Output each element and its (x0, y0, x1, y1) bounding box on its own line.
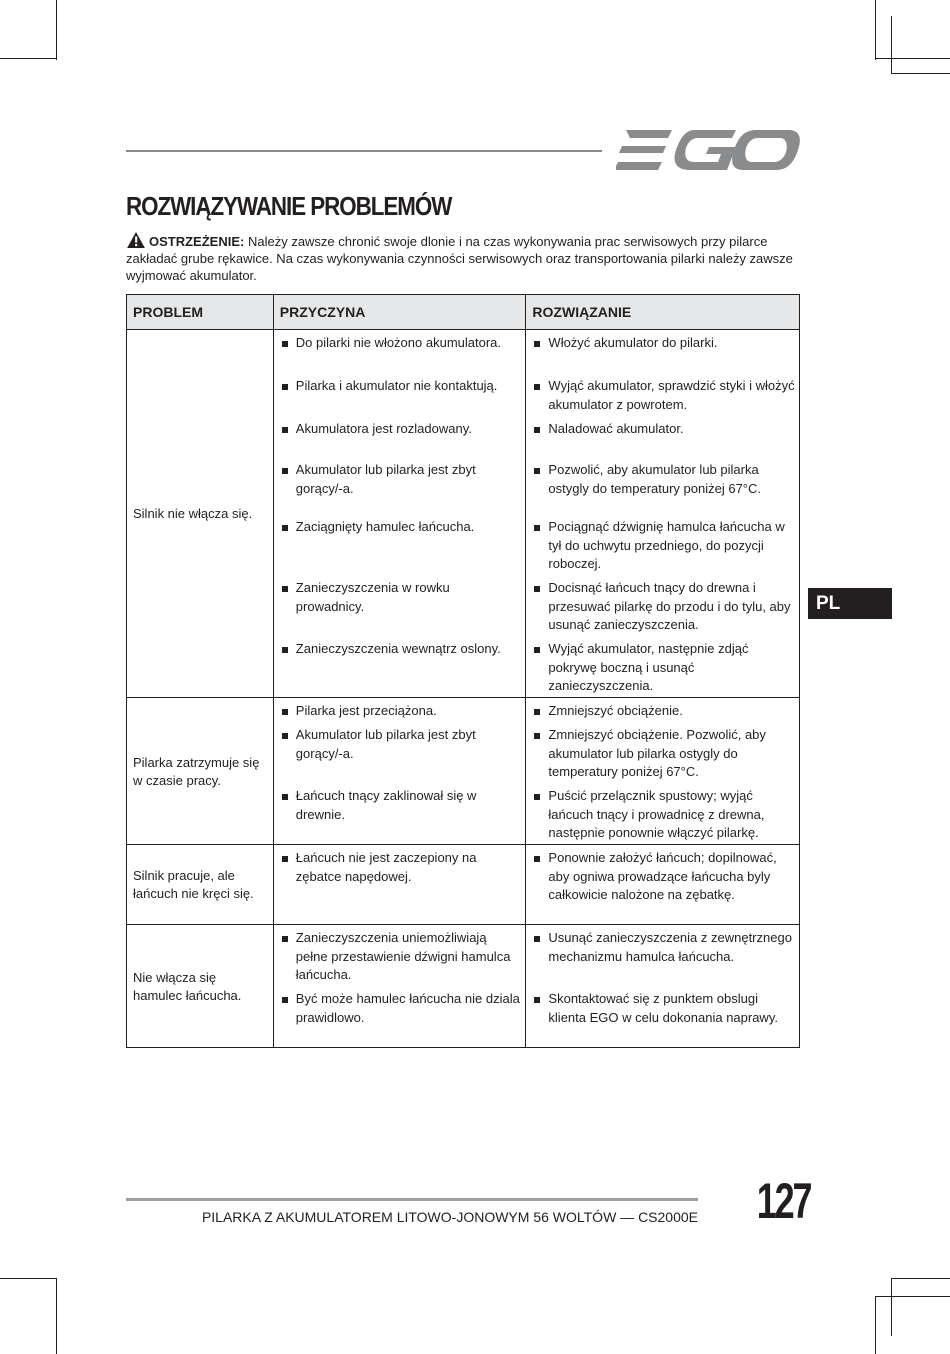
solution-item: Puścić przelącznik spustowy; wyjąć łańcuch tnący i prowadnicę z drewna, następnie ponownie włączyć pilarkę. (532, 787, 795, 841)
ego-logo (616, 126, 800, 174)
cause-item: Zanieczyszczenia w rowku prowadnicy. (280, 579, 522, 635)
warning-triangle-icon (126, 232, 146, 248)
solution-item: Naladować akumulator. (532, 420, 795, 457)
column-header-solution: ROZWIĄZANIE (526, 295, 800, 330)
crop-mark (875, 0, 876, 60)
crop-mark (875, 58, 950, 59)
cause-item: Zanieczyszczenia uniemożliwiają pełne przestawienie dźwigni hamulca łańcucha. (280, 929, 522, 985)
solution-cell (526, 845, 800, 925)
crop-mark (875, 1296, 950, 1297)
table-row (127, 698, 800, 845)
table-row (127, 925, 800, 1048)
cause-item: Akumulatora jest rozladowany. (280, 420, 522, 457)
crop-mark (56, 0, 57, 60)
solution-item: Usunąć zanieczyszczenia z zewnętrznego mechanizmu hamulca łańcucha. (532, 929, 795, 985)
footer-rule (126, 1198, 698, 1201)
cause-cell (273, 845, 526, 925)
cause-cell (273, 925, 526, 1048)
problem-cell: Silnik pracuje, ale łańcuch nie kręci się. (127, 845, 274, 925)
crop-mark (0, 58, 57, 59)
cause-cell (273, 330, 526, 698)
crop-mark (875, 1296, 876, 1354)
cause-item: Pilarka jest przeciążona. (280, 702, 522, 721)
crop-mark (891, 1278, 950, 1279)
footer-text: PILARKA Z AKUMULATOREM LITOWO-JONOWYM 56 WOLTÓW — CS2000E (201, 1209, 698, 1225)
warning-text: Należy zawsze chronić swoje dlonie i na czas wykonywania prac serwisowych przy pilarce zakładać grube rękawice. Na czas wykonywania czynności serwisowych oraz transportowania pilarki należy zawsze wyjmować akumulator. (126, 234, 793, 283)
solution-item: Wyjąć akumulator, sprawdzić styki i włożyć akumulator z powrotem. (532, 377, 795, 414)
page-title: ROZWIĄZYWANIE PROBLEMÓW (126, 191, 452, 221)
crop-mark (891, 73, 950, 74)
cause-item: Do pilarki nie włożono akumulatora. (280, 334, 522, 371)
solution-item: Docisnąć łańcuch tnący do drewna i przesuwać pilarkę do przodu i do tylu, aby usunąć zanieczyszczenia. (532, 579, 795, 635)
cause-item: Akumulator lub pilarka jest zbyt gorący/-a. (280, 461, 522, 498)
crop-mark (891, 16, 892, 74)
problem-cell: Nie włącza się hamulec łańcucha. (127, 925, 274, 1048)
cause-item: Być może hamulec łańcucha nie dziala prawidlowo. (280, 990, 522, 1044)
problem-cell: Silnik nie włącza się. (127, 330, 274, 698)
troubleshooting-table (126, 294, 800, 1048)
problem-cell: Pilarka zatrzymuje się w czasie pracy. (127, 698, 274, 845)
column-header-cause: PRZYCZYNA (273, 295, 526, 330)
solution-item: Skontaktować się z punktem obslugi klienta EGO w celu dokonania naprawy. (532, 990, 795, 1044)
warning-label: OSTRZEŻENIE: (149, 234, 245, 249)
cause-item: Zaciągnięty hamulec łańcucha. (280, 518, 522, 574)
crop-mark (56, 1278, 57, 1354)
header-rule (126, 150, 602, 152)
solution-item: Włożyć akumulator do pilarki. (532, 334, 795, 371)
solution-item: Ponownie założyć łańcuch; dopilnować, aby ogniwa prowadzące łańcucha byly całkowicie nalożone na zębatkę. (532, 849, 795, 921)
solution-item: Pociągnąć dźwignię hamulca łańcucha w tył do uchwytu przedniego, do pozycji roboczej. (532, 518, 795, 574)
warning-block (126, 232, 802, 284)
page-number: 127 (756, 1173, 811, 1229)
solution-cell (526, 330, 800, 698)
solution-cell (526, 925, 800, 1048)
cause-cell (273, 698, 526, 845)
crop-mark (0, 1278, 57, 1279)
solution-item: Wyjąć akumulator, następnie zdjąć pokrywę boczną i usunąć zanieczyszczenia. (532, 640, 795, 694)
crop-mark (891, 1278, 892, 1336)
cause-item: Łańcuch nie jest zaczepiony na zębatce napędowej. (280, 849, 522, 921)
column-header-problem: PROBLEM (127, 295, 274, 330)
cause-item: Pilarka i akumulator nie kontaktują. (280, 377, 522, 414)
language-tab: PL (808, 588, 892, 619)
cause-item: Akumulator lub pilarka jest zbyt gorący/-a. (280, 726, 522, 782)
table-row (127, 330, 800, 698)
cause-item: Zanieczyszczenia wewnątrz oslony. (280, 640, 522, 694)
solution-item: Zmniejszyć obciążenie. Pozwolić, aby akumulator lub pilarka ostygly do temperatury poniżej 67°C. (532, 726, 795, 782)
solution-item: Zmniejszyć obciążenie. (532, 702, 795, 721)
solution-cell (526, 698, 800, 845)
table-row (127, 845, 800, 925)
table-header-row (127, 295, 800, 330)
cause-item: Łańcuch tnący zaklinował się w drewnie. (280, 787, 522, 841)
solution-item: Pozwolić, aby akumulator lub pilarka ostygly do temperatury poniżej 67°C. (532, 461, 795, 498)
